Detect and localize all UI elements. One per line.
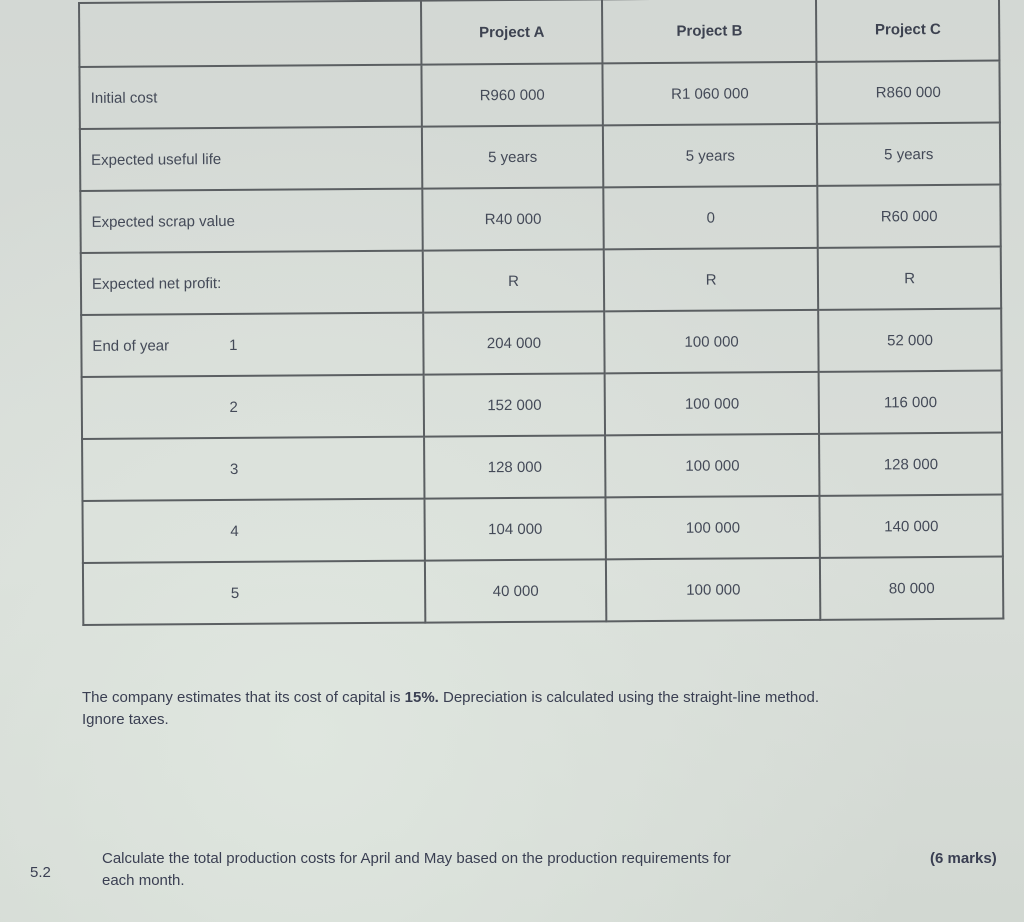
cost-of-capital-rate: 15%. [404, 689, 439, 706]
table-row-useful-life [80, 123, 1000, 191]
cell-project-b: R1 060 000 [603, 62, 818, 125]
row-label [83, 561, 425, 625]
projects-table [78, 0, 1004, 626]
header-project-c: Project C [816, 0, 999, 62]
table-row-initial-cost [79, 61, 999, 129]
cell-project-b: 100 000 [606, 496, 821, 559]
cell-project-b: 100 000 [605, 372, 820, 435]
table-row-scrap-value [80, 185, 1000, 253]
cell-project-c: R60 000 [818, 185, 1001, 248]
cell-project-b: 100 000 [604, 310, 819, 373]
table-row-year-5 [83, 557, 1003, 625]
cell-project-a: R40 000 [422, 187, 604, 250]
cell-project-c: 52 000 [818, 309, 1001, 372]
row-label: Expected useful life [80, 127, 422, 191]
header-project-a: Project A [421, 0, 603, 65]
cost-of-capital-note [82, 687, 1002, 731]
cell-project-c: R [818, 247, 1001, 310]
question-line-2: each month. [102, 872, 185, 889]
row-label: Initial cost [79, 65, 421, 129]
cell-project-c: R860 000 [817, 61, 1000, 124]
cell-project-b: 0 [603, 186, 818, 249]
row-label [81, 313, 423, 377]
question-line-1: Calculate the total production costs for April and May based on the production requirements for [102, 850, 731, 867]
cell-project-b: R [604, 248, 819, 311]
table-header-row [79, 0, 999, 67]
question-number: 5.2 [30, 864, 51, 881]
row-label: Expected scrap value [80, 189, 422, 253]
cell-project-a: 104 000 [424, 497, 606, 560]
year-number: 4 [230, 522, 239, 540]
cell-project-c: 116 000 [819, 371, 1002, 434]
cell-project-a: 5 years [422, 125, 604, 188]
cell-project-a: 152 000 [424, 373, 606, 436]
cell-project-a: 204 000 [423, 311, 605, 374]
cell-project-a: R960 000 [421, 63, 603, 126]
year-number: 5 [230, 584, 240, 602]
question-text [102, 848, 902, 892]
table-row-year-1 [81, 309, 1001, 377]
table-row-year-2 [82, 371, 1002, 439]
cell-project-b: 100 000 [606, 558, 821, 621]
note-line-1 [82, 687, 1002, 709]
cell-project-c: 140 000 [820, 495, 1003, 558]
row-label [82, 499, 424, 563]
cell-project-a: R [423, 249, 605, 312]
row-label [82, 437, 424, 501]
cell-project-b: 100 000 [605, 434, 820, 497]
note-line-2: Ignore taxes. [82, 711, 169, 728]
cell-project-c: 5 years [817, 123, 1000, 186]
cell-project-c: 128 000 [819, 433, 1002, 496]
note-text-part2: Depreciation is calculated using the straight-line method. [438, 689, 820, 706]
row-label: Expected net profit: [81, 251, 423, 315]
table-row-net-profit [81, 247, 1001, 315]
cell-project-a: 128 000 [424, 435, 606, 498]
cell-project-a: 40 000 [425, 559, 607, 622]
header-empty-cell [79, 1, 421, 67]
end-of-year-label: End of year [92, 336, 170, 355]
cell-project-b: 5 years [603, 124, 818, 187]
table-row-year-3 [82, 433, 1002, 501]
row-label [82, 375, 424, 439]
question-marks: (6 marks) [930, 850, 997, 867]
year-number: 3 [229, 460, 239, 478]
header-project-b: Project B [602, 0, 817, 63]
table-row-year-4 [82, 495, 1002, 563]
year-number: 1 [228, 336, 238, 354]
note-text-part1: The company estimates that its cost of capital is [82, 689, 405, 706]
year-number: 2 [229, 398, 238, 416]
cell-project-c: 80 000 [820, 557, 1003, 620]
